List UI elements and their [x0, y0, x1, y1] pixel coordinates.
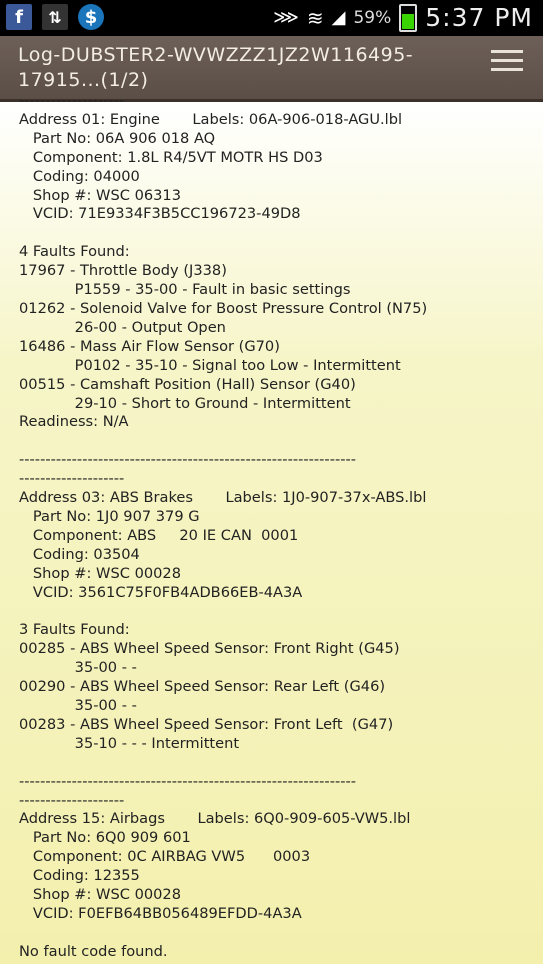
log-line: --------------------	[19, 470, 125, 488]
log-line: 35-00 - -	[19, 659, 137, 677]
currency-icon: $	[78, 4, 104, 30]
facebook-icon: f	[6, 4, 32, 30]
notification-icons	[6, 4, 104, 30]
log-line: Coding: 12355	[19, 867, 140, 885]
signal-icon: ◢	[331, 7, 346, 28]
log-line: Address 01: Engine Labels: 06A-906-018-AGU.lbl	[19, 110, 403, 128]
log-line: 29-10 - Short to Ground - Intermittent	[19, 394, 351, 412]
wifi-icon: ≋	[306, 5, 324, 30]
clock: 5:37 PM	[425, 3, 533, 32]
vibrate-icon: ⋙	[273, 7, 299, 28]
log-line: ----------------------------------------------------------------	[19, 772, 357, 790]
download-icon: ⇅	[42, 4, 68, 30]
log-line: 00285 - ABS Wheel Speed Sensor: Front Right (G45)	[19, 640, 400, 658]
log-line: 16486 - Mass Air Flow Sensor (G70)	[19, 337, 280, 355]
log-line: VCID: 71E9334F3B5CC196723-49D8	[19, 205, 301, 223]
log-line: VCID: F0EFB64BB056489EFDD-4A3A	[19, 904, 302, 922]
log-line: 00290 - ABS Wheel Speed Sensor: Rear Left (G46)	[19, 678, 386, 696]
log-line: 00283 - ABS Wheel Speed Sensor: Front Left (G47)	[19, 715, 394, 733]
log-line: Shop #: WSC 06313	[19, 186, 181, 204]
log-line: Shop #: WSC 00028	[19, 886, 181, 904]
log-line: Component: 0C AIRBAG VW5 0003	[19, 848, 311, 866]
log-line: Component: ABS 20 IE CAN 0001	[19, 526, 299, 544]
log-line: 00515 - Camshaft Position (Hall) Sensor (G40)	[19, 375, 356, 393]
log-line: No fault code found.	[19, 942, 168, 960]
battery-icon	[399, 4, 417, 32]
log-line: 4 Faults Found:	[19, 243, 130, 261]
log-text	[0, 92, 543, 962]
log-line: 26-00 - Output Open	[19, 318, 226, 336]
log-line: VCID: 3561C75F0FB4ADB66EB-4A3A	[19, 583, 303, 601]
page-title: Log-DUBSTER2-WVWZZZ1JZ2W116495-17915...(1/2)	[18, 44, 414, 91]
log-line: P1559 - 35-00 - Fault in basic settings	[19, 281, 351, 299]
overflow-menu-icon[interactable]	[491, 50, 523, 80]
status-bar	[0, 0, 543, 36]
log-line: Part No: 1J0 907 379 G	[19, 507, 200, 525]
log-line: Part No: 6Q0 909 601	[19, 829, 191, 847]
log-line: Coding: 04000	[19, 167, 140, 185]
log-line: Readiness: N/A	[19, 413, 129, 431]
log-line: Address 03: ABS Brakes Labels: 1J0-907-37x-ABS.lbl	[19, 489, 427, 507]
log-line: Part No: 06A 906 018 AQ	[19, 129, 216, 147]
log-viewer[interactable]	[0, 92, 543, 964]
log-line: 17967 - Throttle Body (J338)	[19, 262, 227, 280]
log-line: 3 Faults Found:	[19, 621, 130, 639]
log-line: 01262 - Solenoid Valve for Boost Pressure Control (N75)	[19, 299, 428, 317]
log-line: Coding: 03504	[19, 545, 140, 563]
log-line: --------------------	[19, 92, 125, 109]
log-line: --------------------	[19, 791, 125, 809]
log-line: Shop #: WSC 00028	[19, 564, 181, 582]
system-status	[273, 3, 533, 32]
log-line: P0102 - 35-10 - Signal too Low - Intermittent	[19, 356, 401, 374]
log-line: Address 15: Airbags Labels: 6Q0-909-605-VW5.lbl	[19, 810, 411, 828]
log-line: Component: 1.8L R4/5VT MOTR HS D03	[19, 148, 323, 166]
log-line: 35-00 - -	[19, 697, 137, 714]
battery-percent: 59%	[353, 7, 392, 28]
log-line: 35-10 - - - Intermittent	[19, 734, 240, 752]
log-line: ----------------------------------------------------------------	[19, 451, 357, 469]
